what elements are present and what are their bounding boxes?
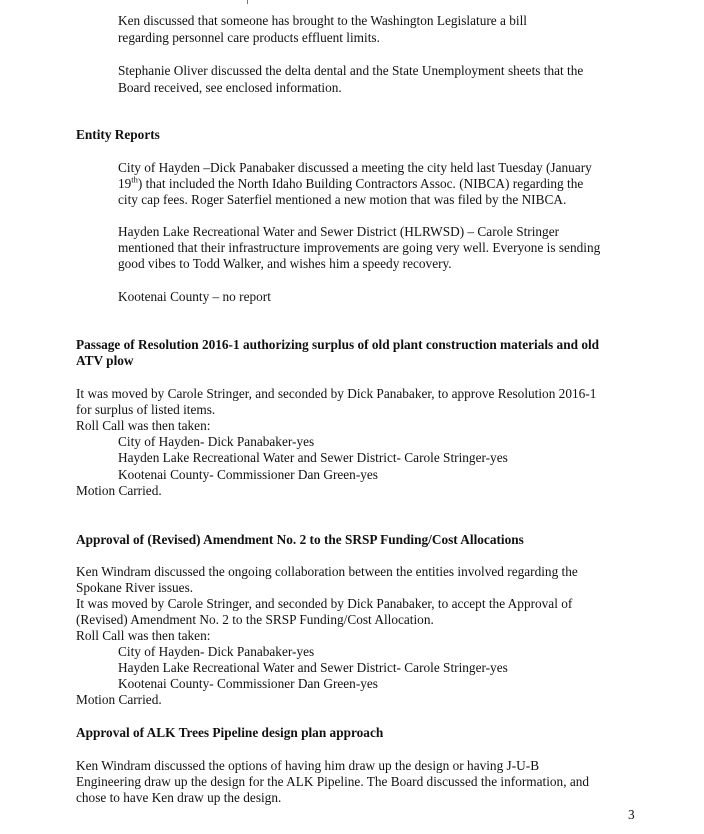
section-heading-resolution-cont: ATV plow <box>76 353 134 368</box>
paragraph-line: Stephanie Oliver discussed the delta dental and the State Unemployment sheets that the <box>118 63 584 78</box>
scan-mark <box>247 0 248 4</box>
paragraph-line: It was moved by Carole Stringer, and seconded by Dick Panabaker, to approve Resolution 2016-1 <box>76 386 597 401</box>
paragraph-line: Hayden Lake Recreational Water and Sewer District (HLRWSD) – Carole Stringer <box>118 224 560 239</box>
paragraph-line: Kootenai County – no report <box>118 289 271 304</box>
paragraph-line: Board received, see enclosed information. <box>118 80 342 95</box>
section-heading-amendment: Approval of (Revised) Amendment No. 2 to the SRSP Funding/Cost Allocations <box>76 532 524 547</box>
paragraph-line: Ken Windram discussed the ongoing collaboration between the entities involved regarding the <box>76 564 578 579</box>
vote-line: Hayden Lake Recreational Water and Sewer District- Carole Stringer-yes <box>118 450 508 465</box>
superscript: th <box>131 174 138 185</box>
paragraph-line: (Revised) Amendment No. 2 to the SRSP Funding/Cost Allocation. <box>76 612 434 627</box>
vote-line: City of Hayden- Dick Panabaker-yes <box>118 644 315 659</box>
paragraph-line: chose to have Ken draw up the design. <box>76 790 282 805</box>
section-heading-alk: Approval of ALK Trees Pipeline design plan approach <box>76 725 384 740</box>
paragraph-line: for surplus of listed items. <box>76 402 216 417</box>
paragraph-line: regarding personnel care products effluent limits. <box>118 30 380 45</box>
vote-line: Hayden Lake Recreational Water and Sewer District- Carole Stringer-yes <box>118 660 508 675</box>
section-heading-resolution: Passage of Resolution 2016-1 authorizing surplus of old plant construction materials and old <box>76 337 600 352</box>
paragraph-line <box>118 176 583 193</box>
motion-carried: Motion Carried. <box>76 692 162 707</box>
motion-carried: Motion Carried. <box>76 483 162 498</box>
paragraph-line: Ken discussed that someone has brought to the Washington Legislature a bill <box>118 13 527 28</box>
paragraph-line: mentioned that their infrastructure improvements are going very well. Everyone is sending <box>118 240 601 255</box>
section-heading-entity-reports: Entity Reports <box>76 127 160 142</box>
paragraph-line: Engineering draw up the design for the ALK Pipeline. The Board discussed the information, and <box>76 774 590 789</box>
paragraph-line: city cap fees. Roger Saterfiel mentioned a new motion that was filed by the NIBCA. <box>118 192 567 207</box>
paragraph-line: It was moved by Carole Stringer, and seconded by Dick Panabaker, to accept the Approval of <box>76 596 573 611</box>
paragraph-line: Spokane River issues. <box>76 580 194 595</box>
roll-call-label: Roll Call was then taken: <box>76 628 211 643</box>
text-run: 19 <box>118 176 132 191</box>
vote-line: Kootenai County- Commissioner Dan Green-yes <box>118 676 378 691</box>
paragraph-line: good vibes to Todd Walker, and wishes him a speedy recovery. <box>118 256 452 271</box>
text-run: ) that included the North Idaho Building Contractors Assoc. (NIBCA) regarding the <box>137 176 584 191</box>
paragraph-line: Ken Windram discussed the options of having him draw up the design or having J-U-B <box>76 758 540 773</box>
vote-line: City of Hayden- Dick Panabaker-yes <box>118 434 315 449</box>
page-number: 3 <box>628 807 635 822</box>
vote-line: Kootenai County- Commissioner Dan Green-yes <box>118 467 378 482</box>
paragraph-line: City of Hayden –Dick Panabaker discussed a meeting the city held last Tuesday (January <box>118 160 592 175</box>
roll-call-label: Roll Call was then taken: <box>76 418 211 433</box>
